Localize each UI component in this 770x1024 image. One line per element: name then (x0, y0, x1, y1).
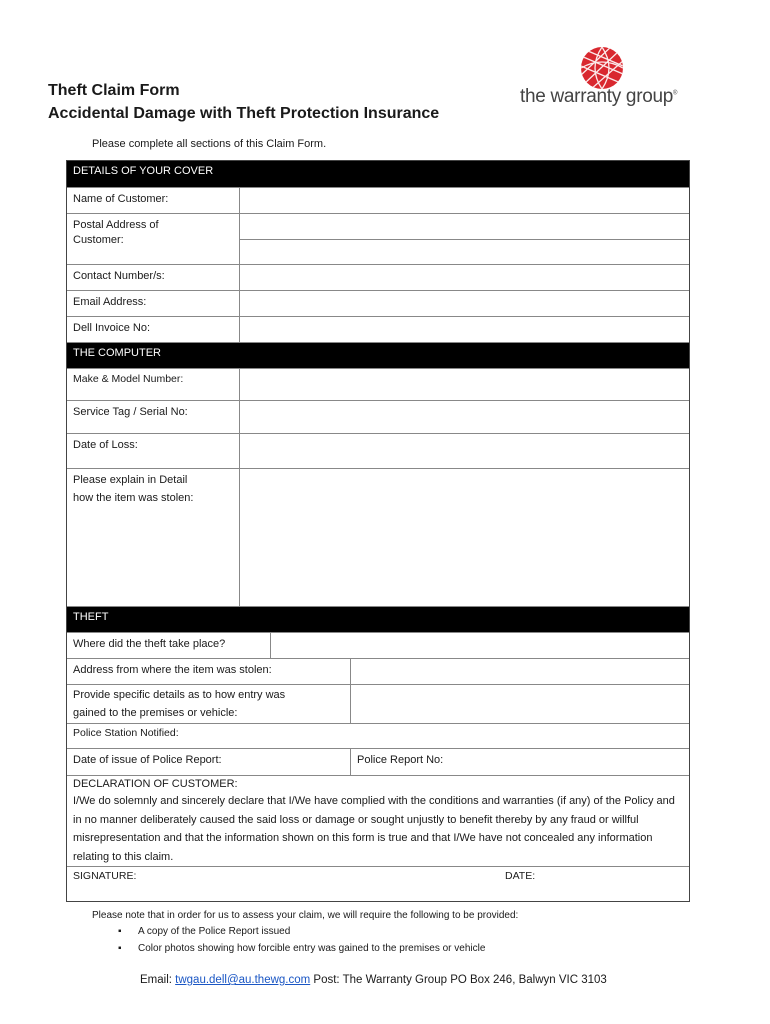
row-police-station (67, 724, 689, 749)
entry-label-line1: Provide specific details as to how entry was (73, 689, 286, 701)
list-item-text: Color photos showing how forcible entry was gained to the premises or vehicle (138, 943, 486, 954)
explain-label-line2: how the item was stolen: (73, 492, 194, 504)
contact-label: Contact Number/s: (73, 270, 165, 282)
stolen-address-label: Address from where the item was stolen: (73, 664, 272, 676)
row-date-of-loss (67, 434, 689, 469)
row-service-tag (67, 401, 689, 434)
divider (350, 749, 351, 775)
postal-address-field-line1[interactable] (240, 214, 689, 239)
list-item (118, 926, 290, 937)
police-station-field[interactable] (217, 724, 689, 748)
row-theft-location (67, 633, 689, 659)
row-dell-invoice (67, 317, 689, 343)
company-logo-text (520, 86, 677, 108)
section-cover-title: DETAILS OF YOUR COVER (73, 165, 214, 177)
explain-theft-textarea[interactable] (240, 469, 689, 606)
postal-label-line2: Customer: (73, 234, 124, 246)
section-theft-heading (67, 607, 689, 633)
date-field[interactable] (547, 867, 689, 901)
row-declaration (67, 776, 689, 901)
report-number-field[interactable] (457, 749, 689, 775)
report-date-label: Date of issue of Police Report: (73, 754, 222, 766)
footer-post-address: Post: The Warranty Group PO Box 246, Balwyn VIC 3103 (310, 974, 607, 986)
entry-details-field[interactable] (351, 685, 689, 723)
form-title: Theft Claim Form (48, 82, 180, 99)
signature-field[interactable] (147, 867, 487, 901)
date-of-loss-label: Date of Loss: (73, 439, 138, 451)
row-name-of-customer (67, 188, 689, 214)
row-email-address (67, 291, 689, 317)
claim-form (66, 160, 690, 902)
list-item (118, 943, 485, 954)
registered-mark: ® (673, 90, 678, 97)
row-contact-number (67, 265, 689, 291)
date-label: DATE: (505, 870, 536, 882)
postal-address-field-line2[interactable] (240, 240, 689, 264)
make-model-label: Make & Model Number: (73, 373, 184, 385)
list-item-text: A copy of the Police Report issued (138, 926, 291, 937)
explain-label-line1: Please explain in Detail (73, 474, 188, 486)
date-of-loss-field[interactable] (240, 434, 689, 468)
footer-email-label: Email: (140, 974, 176, 986)
warranty-group-logo-icon (578, 44, 626, 92)
theft-location-label: Where did the theft take place? (73, 638, 226, 650)
service-tag-field[interactable] (240, 401, 689, 433)
row-postal-address (67, 214, 689, 265)
footer-contact (140, 974, 607, 986)
row-stolen-address (67, 659, 689, 685)
intro-text: Please complete all sections of this Claim Form. (92, 138, 327, 150)
stolen-address-field[interactable] (351, 659, 689, 684)
email-address-field[interactable] (240, 291, 689, 316)
signature-label: SIGNATURE: (73, 870, 137, 882)
report-date-field[interactable] (257, 749, 349, 775)
section-computer-title: THE COMPUTER (73, 347, 161, 359)
row-police-report (67, 749, 689, 776)
police-station-label: Police Station Notified: (73, 727, 179, 739)
row-explain-theft (67, 469, 689, 607)
requirements-note: Please note that in order for us to assess your claim, we will require the following to be provided: (92, 910, 519, 921)
postal-label-line1: Postal Address of (73, 219, 159, 231)
entry-label-line2: gained to the premises or vehicle: (73, 707, 238, 719)
row-entry-details (67, 685, 689, 724)
section-theft-title: THEFT (73, 611, 109, 623)
logo-name: the warranty group (520, 86, 674, 107)
make-model-field[interactable] (240, 369, 689, 400)
form-subtitle: Accidental Damage with Theft Protection Insurance (48, 105, 440, 122)
section-computer-heading (67, 343, 689, 369)
bullet-icon: ▪ (118, 943, 122, 954)
footer-email-link[interactable]: twgau.dell@au.thewg.com (175, 974, 311, 986)
section-cover-heading (67, 161, 689, 188)
bullet-icon: ▪ (118, 926, 122, 937)
name-field[interactable] (240, 188, 689, 213)
contact-number-field[interactable] (240, 265, 689, 290)
declaration-text: I/We do solemnly and sincerely declare that I/We have complied with the conditions and warranties (if any) of the Policy and in no manner deliberately caused the said loss or damage or sought unjustly to benefit thereby by any fraud or willful misrepresentation and that the information shown on this form is true and that I/We have not concealed any information relating to this claim. (73, 795, 675, 863)
row-make-model (67, 369, 689, 401)
report-number-label: Police Report No: (357, 754, 444, 766)
email-label: Email Address: (73, 296, 147, 308)
service-tag-label: Service Tag / Serial No: (73, 406, 188, 418)
theft-location-field[interactable] (271, 633, 689, 658)
invoice-label: Dell Invoice No: (73, 322, 151, 334)
dell-invoice-field[interactable] (240, 317, 689, 342)
name-label: Name of Customer: (73, 193, 169, 205)
declaration-heading: DECLARATION OF CUSTOMER: (73, 778, 238, 790)
